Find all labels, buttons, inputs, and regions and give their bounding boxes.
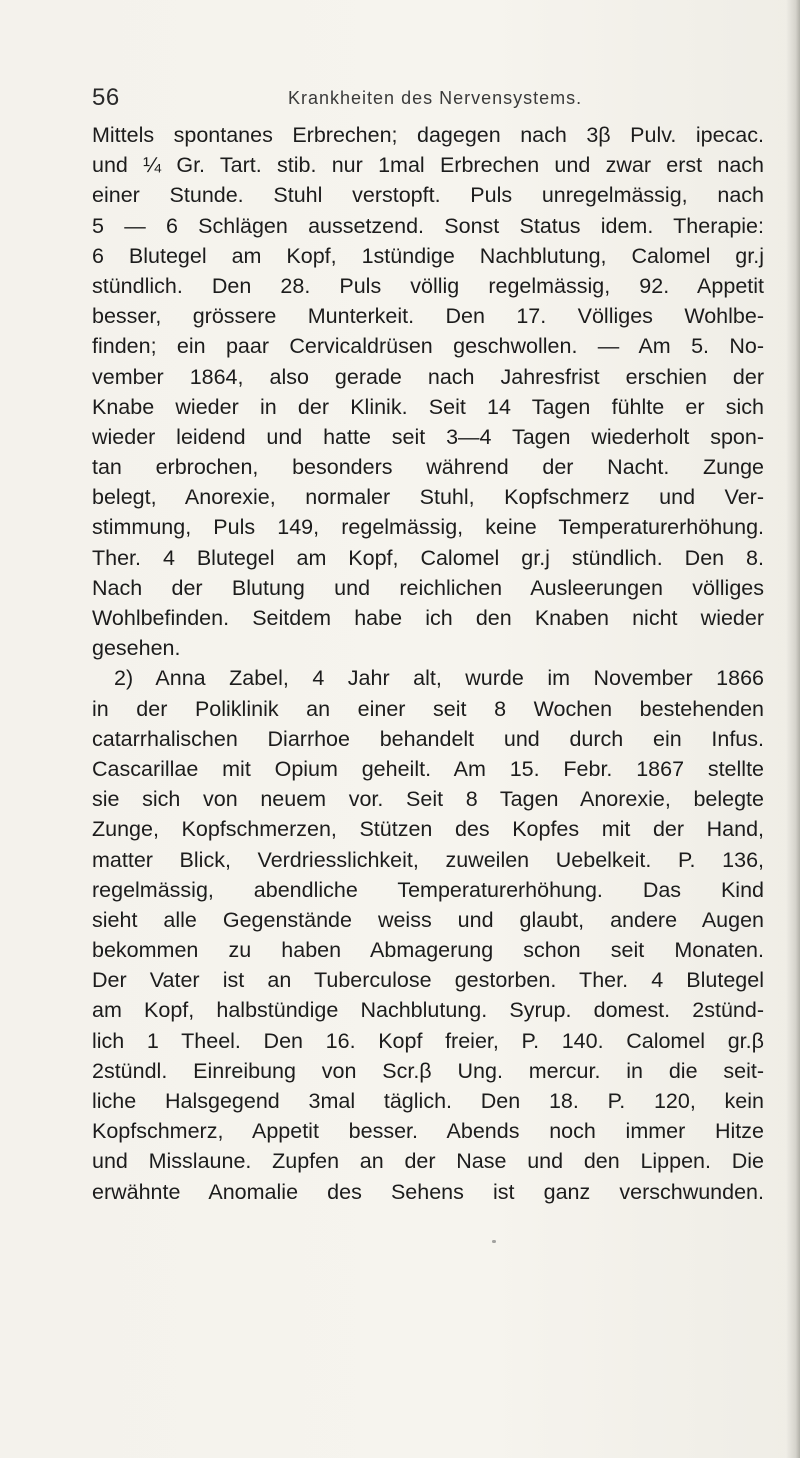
text-line: Cascarillae mit Opium geheilt. Am 15. Febr. 1867 stellte: [92, 756, 764, 781]
page-number: 56: [92, 84, 120, 111]
text-line: in der Poliklinik an einer seit 8 Wochen bestehenden: [92, 696, 764, 721]
text-line: 6 Blutegel am Kopf, 1stündige Nachblutung, Calomel gr.j: [92, 243, 764, 268]
text-line: Der Vater ist an Tuberculose gestorben. Ther. 4 Blutegel: [92, 968, 764, 993]
text-line: gesehen.: [92, 636, 181, 661]
running-head: Krankheiten des Nervensystems.: [288, 88, 583, 108]
page-edge-shadow: [786, 0, 800, 1458]
print-speck: [492, 1240, 496, 1243]
text-line: Zunge, Kopfschmerzen, Stützen des Kopfes mit der Hand,: [92, 817, 764, 842]
text-line: Wohlbefinden. Seitdem habe ich den Knaben nicht wieder: [92, 606, 764, 630]
text-line: finden; ein paar Cervicaldrüsen geschwollen. — Am 5. No-: [92, 334, 764, 359]
text-line: Knabe wieder in der Klinik. Seit 14 Tagen fühlte er sich: [92, 394, 764, 419]
text-line: besser, grössere Munterkeit. Den 17. Völliges Wohlbe-: [92, 304, 764, 329]
text-line: sieht alle Gegenstände weiss und glaubt, andere Augen: [92, 907, 764, 932]
text-line: Kopfschmerz, Appetit besser. Abends noch immer Hitze: [92, 1119, 764, 1144]
text-line: 2stündl. Einreibung von Scr.β Ung. mercur. in die seit-: [92, 1058, 764, 1083]
text-line: 5 — 6 Schlägen aussetzend. Sonst Status idem. Therapie:: [92, 213, 764, 238]
text-line: stimmung, Puls 149, regelmässig, keine Temperaturerhöhung.: [92, 515, 764, 540]
text-line: belegt, Anorexie, normaler Stuhl, Kopfschmerz und Ver-: [92, 485, 764, 510]
text-line: lich 1 Theel. Den 16. Kopf freier, P. 140. Calomel gr.β: [92, 1028, 764, 1053]
text-line: matter Blick, Verdriesslichkeit, zuweilen Uebelkeit. P. 136,: [92, 847, 764, 872]
text-line: und ¼ Gr. Tart. stib. nur 1mal Erbrechen und zwar erst nach: [92, 153, 764, 178]
text-line: einer Stunde. Stuhl verstopft. Puls unregelmässig, nach: [92, 183, 764, 208]
text-line: regelmässig, abendliche Temperaturerhöhung. Das Kind: [92, 877, 764, 902]
text-line: sie sich von neuem vor. Seit 8 Tagen Anorexie, belegte: [92, 787, 764, 812]
text-line: erwähnte Anomalie des Sehens ist ganz verschwunden.: [92, 1179, 764, 1204]
text-line: 2) Anna Zabel, 4 Jahr alt, wurde im November 1866: [114, 666, 764, 691]
text-line: catarrhalischen Diarrhoe behandelt und durch ein Infus.: [92, 726, 764, 751]
text-line: Mittels spontanes Erbrechen; dagegen nach 3β Pulv. ipecac.: [92, 123, 764, 147]
text-line: stündlich. Den 28. Puls völlig regelmässig, 92. Appetit: [92, 273, 764, 298]
body-text: [92, 120, 764, 1207]
text-line: und Misslaune. Zupfen an der Nase und den Lippen. Die: [92, 1149, 764, 1174]
text-line: wieder leidend und hatte seit 3—4 Tagen wiederholt spon-: [92, 424, 764, 449]
text-line: tan erbrochen, besonders während der Nacht. Zunge: [92, 455, 764, 480]
text-line: am Kopf, halbstündige Nachblutung. Syrup. domest. 2stünd-: [92, 998, 764, 1023]
text-line: liche Halsgegend 3mal täglich. Den 18. P. 120, kein: [92, 1089, 764, 1113]
text-line: vember 1864, also gerade nach Jahresfrist erschien der: [92, 364, 764, 389]
page-header: [92, 84, 752, 114]
paragraph-1: [92, 120, 764, 663]
text-line: Ther. 4 Blutegel am Kopf, Calomel gr.j stündlich. Den 8.: [92, 545, 764, 570]
text-line: Nach der Blutung und reichlichen Ausleerungen völliges: [92, 575, 764, 600]
paragraph-2: [92, 663, 764, 1206]
text-line: bekommen zu haben Abmagerung schon seit Monaten.: [92, 938, 764, 963]
